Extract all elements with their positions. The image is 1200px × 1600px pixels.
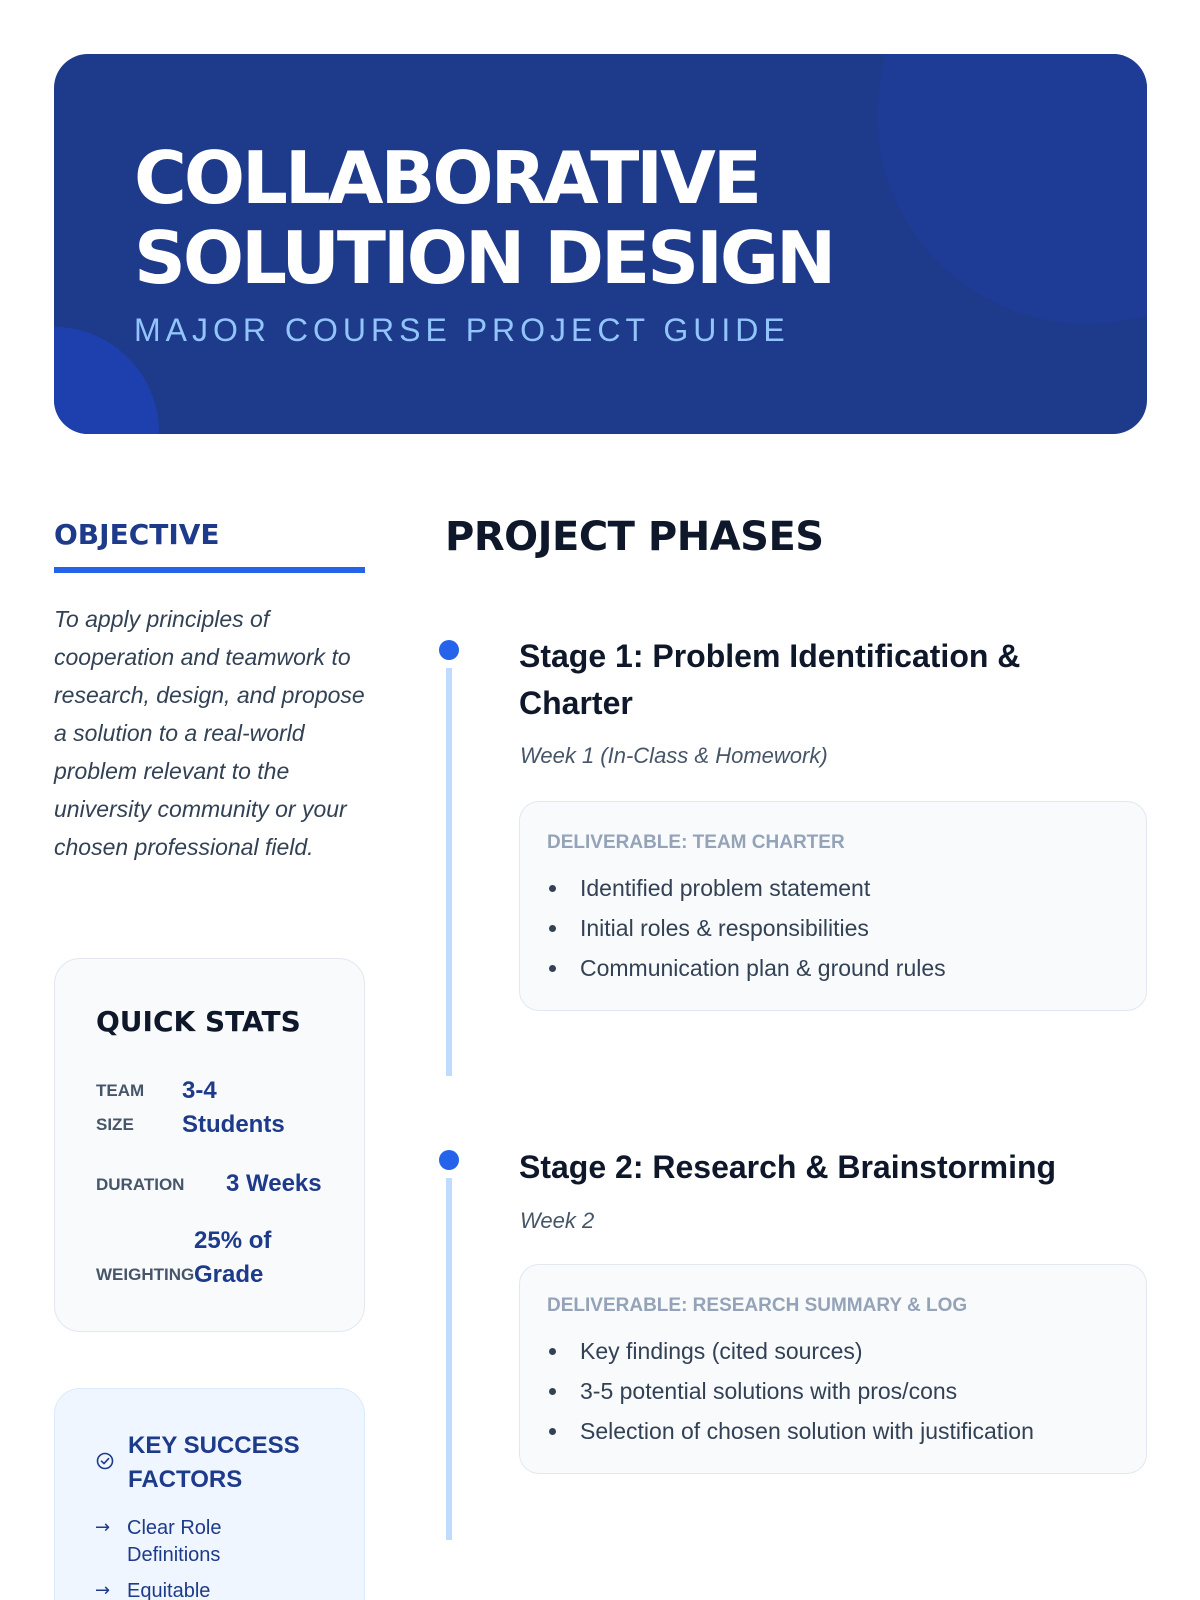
deliverable-list: [547, 868, 1127, 988]
deliverable-card: [519, 1264, 1147, 1474]
success-factors-heading: KEY SUCCESS FACTORS: [128, 1432, 300, 1493]
timeline-line: [446, 1178, 452, 1540]
stat-label-line: TEAM: [96, 1081, 145, 1100]
phases-heading: PROJECT PHASES: [445, 514, 824, 560]
list-item: [95, 1578, 345, 1600]
timeline-line: [446, 668, 452, 1076]
list-item: 3-5 potential solutions with pros/cons: [547, 1371, 1127, 1411]
list-item: Identified problem statement: [547, 868, 1127, 908]
timeline-dot: [439, 640, 459, 660]
title-line: SOLUTION DESIGN: [134, 216, 834, 300]
objective-text: To apply principles of cooperation and teamwork to research, design, and propose a solution to a real-world problem relevant to the university community or your chosen professional field.: [54, 606, 365, 860]
stat-label-duration: DURATION: [96, 1175, 185, 1194]
stat-label-team-size: [96, 1074, 144, 1142]
stat-value-line: 3-4: [182, 1077, 217, 1104]
timeline-dot: [439, 1150, 459, 1170]
deliverable-list: [547, 1331, 1127, 1451]
deliverable-label: DELIVERABLE: TEAM CHARTER: [547, 832, 845, 853]
deliverable-card: [519, 801, 1147, 1011]
list-item: [95, 1515, 345, 1569]
stat-label-line: SIZE: [96, 1115, 134, 1134]
success-factor-label: Clear Role Definitions: [127, 1517, 222, 1566]
list-item: Key findings (cited sources): [547, 1331, 1127, 1371]
stage-title: Stage 1: Problem Identification & Charter: [519, 638, 1021, 721]
list-item: Initial roles & responsibilities: [547, 908, 1127, 948]
page-subtitle: MAJOR COURSE PROJECT GUIDE: [134, 312, 790, 348]
quick-stats-card: [54, 958, 365, 1332]
stat-value-duration: 3 Weeks: [226, 1170, 322, 1197]
stat-value-line: Grade: [194, 1261, 264, 1288]
stat-label-weighting: WEIGHTING: [96, 1265, 195, 1284]
title-line: COLLABORATIVE: [134, 136, 759, 220]
stage-title: Stage 2: Research & Brainstorming: [519, 1149, 1057, 1185]
page-title: [134, 138, 1034, 298]
stage-week: Week 2: [520, 1208, 595, 1233]
list-item: Communication plan & ground rules: [547, 948, 1127, 988]
hero-banner: [54, 54, 1147, 434]
divider: [54, 567, 365, 573]
list-item: Selection of chosen solution with justification: [547, 1411, 1127, 1451]
success-factors-card: [54, 1388, 365, 1600]
stage-week: Week 1 (In-Class & Homework): [520, 743, 828, 768]
stat-value-line: 25% of: [194, 1227, 272, 1254]
arrow-right-icon: →: [95, 1517, 111, 1538]
success-factor-label: Equitable: [127, 1580, 211, 1600]
stat-value-team-size: [182, 1074, 285, 1142]
stat-value-line: Students: [182, 1111, 285, 1138]
arrow-right-icon: →: [95, 1580, 111, 1600]
check-circle-icon: [95, 1451, 115, 1471]
stat-value-weighting: [194, 1224, 271, 1292]
deliverable-label: DELIVERABLE: RESEARCH SUMMARY & LOG: [547, 1295, 968, 1316]
quick-stats-heading: QUICK STATS: [96, 1005, 301, 1038]
objective-heading: OBJECTIVE: [54, 518, 220, 551]
